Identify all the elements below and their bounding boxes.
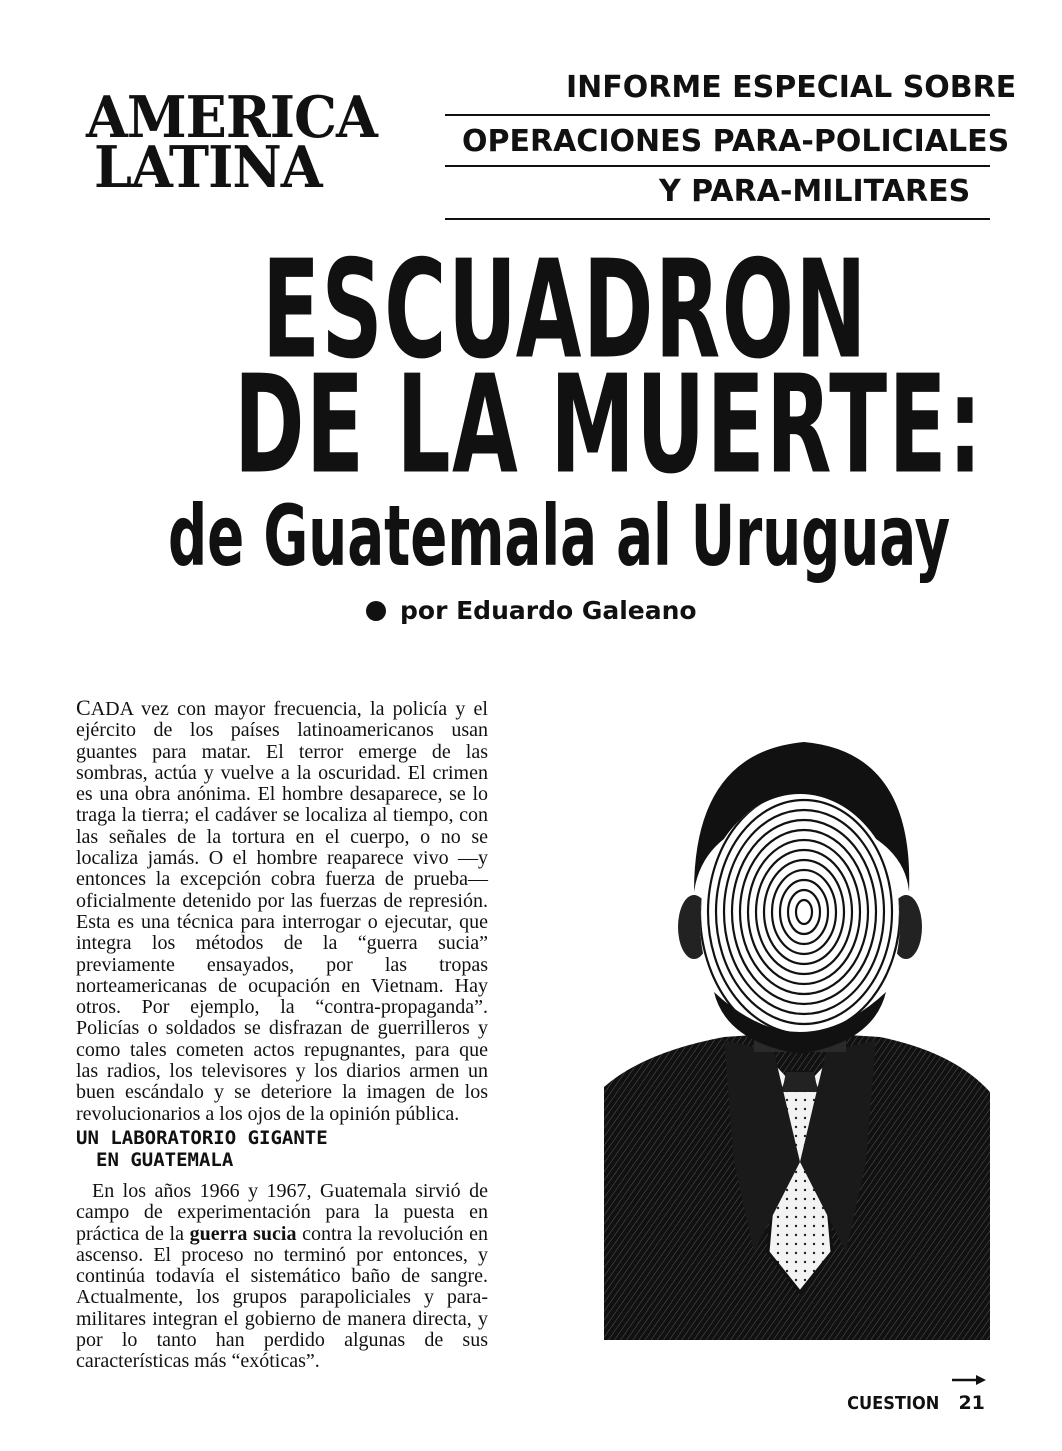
arrow-right-icon xyxy=(950,1372,990,1388)
page-footer xyxy=(842,1392,985,1414)
paragraph-text: En los años 1966 y 1967, Guatemala sirvió de campo de experimentación para la puesta en práctica de la xyxy=(76,1180,488,1245)
kicker-line2: OPERACIONES PARA-POLICIALES xyxy=(462,124,1010,159)
kicker-rule xyxy=(445,114,990,116)
section-heading-line1: UN LABORATORIO GIGANTE xyxy=(76,1127,328,1149)
headline-subtitle: de Guatemala al Uruguay xyxy=(168,487,951,585)
byline xyxy=(366,596,697,625)
kicker-line1: INFORME ESPECIAL SOBRE xyxy=(566,70,1017,105)
tie-knot xyxy=(782,1072,818,1092)
headline-line1: ESCUADRON xyxy=(262,230,868,389)
section-logo-line2: LATINA xyxy=(94,133,322,201)
page-number: 21 xyxy=(958,1392,985,1414)
bold-phrase: guerra sucia xyxy=(189,1222,297,1245)
section-heading-line2: EN GUATEMALA xyxy=(96,1149,234,1171)
kicker-rule xyxy=(445,165,990,167)
bullet-icon xyxy=(366,601,386,621)
paragraph-text: ADA vez con mayor frecuencia, la policía y el ejército de los países latinoamericanos usan guantes para matar. El terror emerge de las sombras, actúa y vuelve a la oscuridad. El crimen es una obra anónima. El hombre desaparece, se lo traga la tierra; el cadáver se localiza al tiempo, con las señales de la tortura en el cuerpo, o no se localiza jamás. O el hombre reaparece vivo —y entonces la excepción cobra fuerza de prueba— oficialmente detenido por las fuerzas de represión. Esta es una técnica para interrogar o ejecutar, que integra los métodos de la “guerra sucia” previamente ensayados, por las tropas norteamericanas de ocupación en Vietnam. Hay otros. Por ejemplo, la “contra-propaganda”. Policías o soldados se disfrazan de guerrilleros y como tales cometen actos repugnantes, para que las radios, los televisores y los diarios armen un buen escándalo y se deteriore la imagen de los revolucionarios a los ojos de la opinión pública. xyxy=(76,698,488,1125)
article-paragraph-2 xyxy=(76,1181,488,1373)
drop-cap: C xyxy=(76,695,91,720)
paragraph-text: contra la revolución en ascenso. El proceso no terminó por entonces, y continúa todavía el sistemático baño de sangre. Actualmente, los grupos parapoliciales y para-militares integran el gobierno de manera directa, y por lo tanto han perdido algunas de sus características más “exóticas”. xyxy=(76,1222,488,1373)
section-logo xyxy=(86,83,377,201)
portrait-photo xyxy=(604,692,990,1340)
section-logo-line1: AMERICA xyxy=(86,83,377,151)
kicker-rule xyxy=(445,218,990,220)
byline-text: por Eduardo Galeano xyxy=(400,596,697,625)
kicker-line3: Y PARA-MILITARES xyxy=(659,174,971,209)
article-paragraph-1 xyxy=(76,697,488,1125)
section-heading xyxy=(76,1127,476,1171)
headline-line2: DE LA MUERTE: xyxy=(234,345,984,504)
magazine-name: CUESTION xyxy=(847,1392,940,1414)
